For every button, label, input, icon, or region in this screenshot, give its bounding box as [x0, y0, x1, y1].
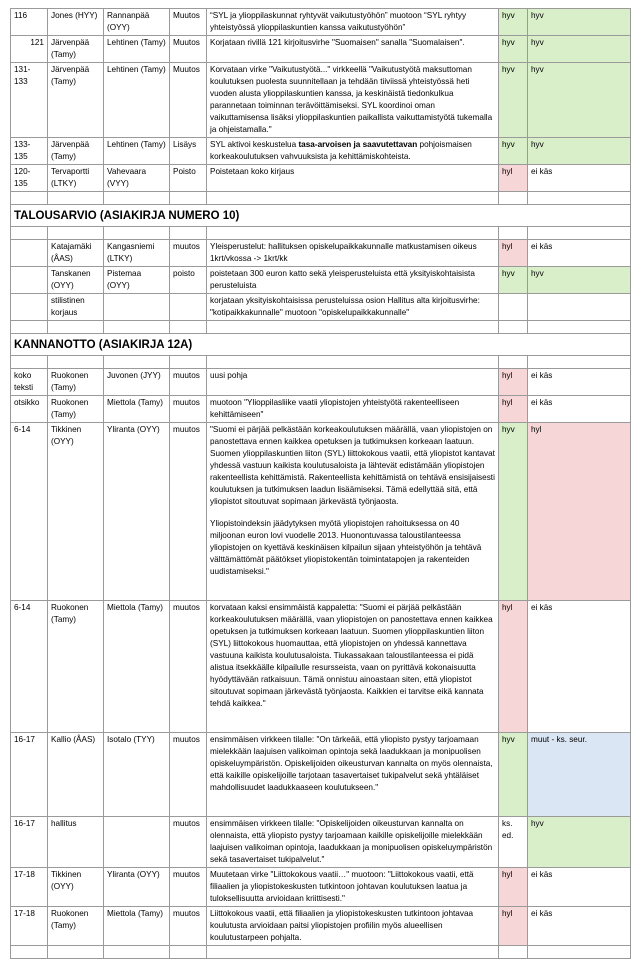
table-row: [11, 601, 631, 733]
board-position-cell: hyv: [499, 138, 528, 165]
amendment-text-cell: [207, 868, 499, 907]
supporter-cell: [104, 817, 170, 868]
table-row: [11, 36, 631, 63]
supporter-cell: Pistemaa (OYY): [104, 267, 170, 294]
amendment-text-cell: [207, 165, 499, 192]
blank-cell: [528, 192, 631, 205]
blank-cell: [528, 356, 631, 369]
blank-cell: [499, 356, 528, 369]
amendment-text-cell: [207, 294, 499, 321]
blank-cell: [499, 946, 528, 959]
amendment-type-cell: poisto: [170, 267, 207, 294]
board-position-cell: hyv: [499, 9, 528, 36]
proposer-cell: Järvenpää (Tamy): [48, 36, 104, 63]
blank-cell: [207, 946, 499, 959]
decision-cell: hyv: [528, 817, 631, 868]
section-heading-row: [11, 205, 631, 227]
blank-cell: [207, 356, 499, 369]
board-position-cell: ks. ed.: [499, 817, 528, 868]
proposer-cell: Ruokonen (Tamy): [48, 601, 104, 733]
blank-row: [11, 356, 631, 369]
board-position-cell: hyv: [499, 733, 528, 817]
supporter-cell: Juvonen (JYY): [104, 369, 170, 396]
text-paragraph: korjataan yksityiskohtaisissa perusteluissa osion Hallitus alta kirjoitusvirhe: "kotipaikkakunnalle" muotoon "opiskelupaikkakunnalle": [210, 296, 480, 317]
blank-row: [11, 227, 631, 240]
supporter-cell: Miettola (Tamy): [104, 396, 170, 423]
amendment-text-cell: [207, 267, 499, 294]
proposer-cell: Järvenpää (Tamy): [48, 138, 104, 165]
blank-cell: [499, 321, 528, 334]
blank-cell: [528, 321, 631, 334]
blank-cell: [104, 192, 170, 205]
table-row: [11, 868, 631, 907]
amendment-text-cell: [207, 733, 499, 817]
line-number-cell: 116: [11, 9, 48, 36]
amendment-text-cell: [207, 817, 499, 868]
text-paragraph: poistetaan 300 euron katto sekä yleisperusteluista että yksityiskohtaisista perusteluista: [210, 269, 475, 290]
decision-cell: ei käs: [528, 165, 631, 192]
text-paragraph: “SYL ja ylioppilaskunnat ryhtyvät vaikutustyöhön” muotoon “SYL ryhtyy yhteistyössä ylioppilaskuntien kanssa vaikutustyöhön”: [210, 11, 467, 32]
line-number-cell: 17-18: [11, 907, 48, 946]
line-number-cell: 17-18: [11, 868, 48, 907]
amendment-type-cell: [170, 294, 207, 321]
text-paragraph: ensimmäisen virkkeen tilalle: "On tärkeää, että yliopisto pystyy tarjoamaan mielekkään laajuisen valikoiman opintoja sekä laadukkaan ja monipuolisen opiskeluympäristön. Opiskelijoiden oikeusturvan kannalta on myös olennaista, että kaikille opiskelijoille tarjotaan tasavertaiset tukipalvelut sekä yhtäläiset mahdollisuudet laadukkaaseen koulutukseen.": [210, 735, 493, 792]
supporter-cell: Lehtinen (Tamy): [104, 63, 170, 138]
supporter-cell: Vahevaara (VYY): [104, 165, 170, 192]
blank-cell: [11, 321, 48, 334]
line-number-cell: 6-14: [11, 601, 48, 733]
table-row: [11, 423, 631, 601]
supporter-cell: Miettola (Tamy): [104, 907, 170, 946]
table-row: [11, 165, 631, 192]
blank-cell: [11, 192, 48, 205]
amendment-text-cell: [207, 907, 499, 946]
amendment-type-cell: muutos: [170, 868, 207, 907]
amendment-type-cell: muutos: [170, 907, 207, 946]
decision-cell: ei käs: [528, 369, 631, 396]
amendments-table: [10, 8, 631, 959]
amendment-text-cell: [207, 423, 499, 601]
text-paragraph: Yleisperustelut: hallituksen opiskelupaikkakunnalle matkustamisen oikeus 1krt/vkossa -> 1krt/kk: [210, 242, 477, 263]
blank-cell: [48, 946, 104, 959]
line-number-cell: otsikko: [11, 396, 48, 423]
blank-cell: [170, 321, 207, 334]
line-number-cell: [11, 294, 48, 321]
blank-row: [11, 946, 631, 959]
supporter-cell: Yliranta (OYY): [104, 423, 170, 601]
decision-cell: hyl: [528, 423, 631, 601]
supporter-cell: Lehtinen (Tamy): [104, 36, 170, 63]
line-number-cell: koko teksti: [11, 369, 48, 396]
text-paragraph: Muutetaan virke "Liittokokous vaatii…" muotoon: "Liittokokous vaatii, että filiaalien ja yliopistokeskusten tutkintoon johtavan koulutuksen laatua ja tuloksellisuutta arvioidaan kriittisesti.": [210, 870, 474, 903]
board-position-cell: hyl: [499, 601, 528, 733]
blank-row: [11, 321, 631, 334]
amendment-text-cell: [207, 9, 499, 36]
section-heading: KANNANOTTO (ASIAKIRJA 12A): [11, 334, 631, 356]
decision-cell: ei käs: [528, 868, 631, 907]
text-paragraph: Poistetaan koko kirjaus: [210, 167, 295, 176]
text-paragraph: "Suomi ei pärjää pelkästään korkeakoulutuksen määrällä, vaan yliopistojen on panostettava ennen kaikkea opetuksen ja tutkimuksen korkeaan laatuun. Suomen ylioppilaskuntien liiton (SYL) liittokokous vaatii, että yliopistot kantavat yhdessä vastuun kaikista koulutusaloista ja lähtevät edistämään yliopistojen rakenteellista kehittämistä. Rakenteellista kehittämistä on tehtävä ensisijaisesti koulutuksen ja tutkimuksen laadun lisäämiseksi. Tämä edellyttää sitä, että yliopistot sitoutuvat sopimaan järkevästä työnjaosta.: [210, 425, 495, 506]
amendment-type-cell: muutos: [170, 733, 207, 817]
amendment-type-cell: muutos: [170, 369, 207, 396]
decision-cell: hyv: [528, 36, 631, 63]
line-number-cell: [11, 267, 48, 294]
table-row: [11, 733, 631, 817]
proposer-cell: Ruokonen (Tamy): [48, 907, 104, 946]
text-part: SYL aktivoi keskustelua: [210, 140, 299, 149]
text-paragraph: Korjataan rivillä 121 kirjoitusvirhe "Suomaisen" sanalla "Suomalaisen".: [210, 38, 465, 47]
line-number-cell: 6-14: [11, 423, 48, 601]
table-row: [11, 396, 631, 423]
table-row: [11, 240, 631, 267]
text-paragraph: Liittokokous vaatii, että filiaalien ja yliopistokeskusten tutkintoon johtavaa koulutusta arvioidaan paitsi yliopistojen profiilin myös alueellisen koulutustarpeen pohjalta.: [210, 909, 474, 942]
amendment-text-cell: [207, 240, 499, 267]
blank-cell: [11, 356, 48, 369]
table-row: [11, 267, 631, 294]
amendment-type-cell: Poisto: [170, 165, 207, 192]
text-paragraph: Yliopistoindeksin jäädytyksen myötä yliopistojen rahoituksessa on 40 miljoonan euron lovi vuodelle 2013. Huonontuvassa taloustilanteessa yliopistojen on kyettävä keskinäisen kilpailun sijaan yhteistyöhön ja tehtävä välttämättömät päätökset yliopistokentän toimintatapojen ja rakenteiden uudistamiseksi.": [210, 519, 482, 576]
table-row: [11, 907, 631, 946]
proposer-cell: Katajamäki (ÅAS): [48, 240, 104, 267]
table-row: [11, 138, 631, 165]
blank-cell: [207, 227, 499, 240]
table-row: [11, 9, 631, 36]
amendment-type-cell: Muutos: [170, 9, 207, 36]
blank-cell: [104, 227, 170, 240]
blank-cell: [104, 321, 170, 334]
board-position-cell: hyl: [499, 165, 528, 192]
blank-row: [11, 192, 631, 205]
proposer-cell: stilistinen korjaus: [48, 294, 104, 321]
blank-cell: [170, 356, 207, 369]
decision-cell: hyv: [528, 138, 631, 165]
amendment-type-cell: muutos: [170, 240, 207, 267]
line-number-cell: 120-135: [11, 165, 48, 192]
blank-cell: [207, 192, 499, 205]
blank-cell: [170, 946, 207, 959]
blank-cell: [528, 227, 631, 240]
blank-cell: [207, 321, 499, 334]
line-number-cell: 133-135: [11, 138, 48, 165]
board-position-cell: hyl: [499, 369, 528, 396]
supporter-cell: Yliranta (OYY): [104, 868, 170, 907]
amendment-type-cell: Muutos: [170, 36, 207, 63]
decision-cell: ei käs: [528, 907, 631, 946]
table-row: [11, 63, 631, 138]
line-number-cell: 121: [11, 36, 48, 63]
section-heading: TALOUSARVIO (ASIAKIRJA NUMERO 10): [11, 205, 631, 227]
amendment-text-cell: [207, 36, 499, 63]
line-number-cell: 16-17: [11, 733, 48, 817]
decision-cell: [528, 294, 631, 321]
amendment-text-cell: [207, 138, 499, 165]
amendment-type-cell: Muutos: [170, 63, 207, 138]
line-number-cell: 131-133: [11, 63, 48, 138]
decision-cell: hyv: [528, 267, 631, 294]
blank-cell: [11, 946, 48, 959]
blank-cell: [11, 227, 48, 240]
proposer-cell: Tikkinen (OYY): [48, 868, 104, 907]
document-page: [10, 8, 630, 959]
decision-cell: ei käs: [528, 240, 631, 267]
blank-cell: [48, 321, 104, 334]
decision-cell: hyv: [528, 63, 631, 138]
supporter-cell: Rannanpää (OYY): [104, 9, 170, 36]
blank-cell: [104, 946, 170, 959]
text-emphasis: tasa-arvoisen ja saavutettavan: [298, 140, 418, 149]
amendment-text-cell: [207, 369, 499, 396]
board-position-cell: [499, 294, 528, 321]
amendment-type-cell: muutos: [170, 423, 207, 601]
supporter-cell: Miettola (Tamy): [104, 601, 170, 733]
supporter-cell: Lehtinen (Tamy): [104, 138, 170, 165]
amendment-text-cell: [207, 601, 499, 733]
line-number-cell: 16-17: [11, 817, 48, 868]
amendment-text-cell: [207, 63, 499, 138]
blank-cell: [48, 192, 104, 205]
proposer-cell: Kallio (ÅAS): [48, 733, 104, 817]
amendment-type-cell: Lisäys: [170, 138, 207, 165]
board-position-cell: hyl: [499, 396, 528, 423]
amendment-type-cell: muutos: [170, 396, 207, 423]
proposer-cell: Tervaportti (LTKY): [48, 165, 104, 192]
blank-cell: [170, 192, 207, 205]
blank-cell: [499, 227, 528, 240]
supporter-cell: [104, 294, 170, 321]
board-position-cell: hyl: [499, 240, 528, 267]
text-paragraph: Korvataan virke "Vaikutustyötä..." virkkeellä "Vaikutustyötä maksuttoman koulutuksen puolesta suunnitellaan ja tehdään tiiviissä yhteistyössä heti vuoden alusta ylioppilaskuntien kanssa, ja keskinäistä tiedonkulkua parannetaan toiminnan terävöittämiseksi. SYL koordinoi oman vaikuttamisensa lisäksi ylioppilaskuntien paikallista vaikuttamistyötä tukemalla ja ohjeistamalla.": [210, 65, 493, 134]
proposer-cell: hallitus: [48, 817, 104, 868]
text-paragraph: muotoon "Ylioppilasliike vaatii yliopistojen yhteistyötä rakenteelliseen kehittämiseen": [210, 398, 460, 419]
board-position-cell: hyl: [499, 868, 528, 907]
line-number-cell: [11, 240, 48, 267]
board-position-cell: hyl: [499, 907, 528, 946]
text-paragraph: korvataan kaksi ensimmäistä kappaletta: "Suomi ei pärjää pelkästään korkeakoulutuksen määrällä, vaan yliopistojen on panostettava ennen kaikkea opetuksen ja tutkimuksen korkeaan laatuun. Suomen ylioppilaskuntien liiton (SYL) liittokokous huomauttaa, että yliopistojen on yhdessä kannettava vastuuna kaikista koulutusaloista. Tiukassakaan taloustilanteessa ei pidä alistua itsekkäälle kilpailulle resursseista, vaan on pyrittävä kokonaisuutta hyödyttävään ratkaisuun. Tämä onnistuu ainoastaan siten, että yliopistot sitoutuvat sopimaan järkevästä työnjaosta. Kaikkien ei tarvitse eikä kannata tehdä kaikkea.": [210, 603, 493, 708]
text-paragraph: uusi pohja: [210, 371, 248, 380]
text-paragraph: ensimmäisen virkkeen tilalle: "Opiskelijoiden oikeusturvan kannalta on olennaista, että yliopisto pystyy tarjoamaan kaikille opiskelijoille mielekkään laajuisen valikoiman opintoja, laadukkaan ja monipuolisen opiskeluympäristön sekä tasavertaiset tukipalvelut.": [210, 819, 493, 864]
decision-cell: ei käs: [528, 601, 631, 733]
supporter-cell: Kangasniemi (LTKY): [104, 240, 170, 267]
supporter-cell: Isotalo (TYY): [104, 733, 170, 817]
decision-cell: ei käs: [528, 396, 631, 423]
amendment-type-cell: muutos: [170, 817, 207, 868]
table-row: [11, 817, 631, 868]
table-row: [11, 294, 631, 321]
blank-cell: [528, 946, 631, 959]
decision-cell: muut - ks. seur.: [528, 733, 631, 817]
board-position-cell: hyv: [499, 423, 528, 601]
blank-cell: [48, 356, 104, 369]
blank-cell: [104, 356, 170, 369]
board-position-cell: hyv: [499, 63, 528, 138]
blank-cell: [48, 227, 104, 240]
proposer-cell: Tanskanen (OYY): [48, 267, 104, 294]
amendment-text-cell: [207, 396, 499, 423]
board-position-cell: hyv: [499, 36, 528, 63]
proposer-cell: Ruokonen (Tamy): [48, 369, 104, 396]
section-heading-row: [11, 334, 631, 356]
board-position-cell: hyv: [499, 267, 528, 294]
table-row: [11, 369, 631, 396]
decision-cell: hyv: [528, 9, 631, 36]
blank-cell: [170, 227, 207, 240]
proposer-cell: Jones (HYY): [48, 9, 104, 36]
proposer-cell: Ruokonen (Tamy): [48, 396, 104, 423]
proposer-cell: Tikkinen (OYY): [48, 423, 104, 601]
text-part: pohjoismaisen korkeakoulutuksen vahvuuksista ja kehittämiskohteista.: [210, 140, 472, 161]
amendment-type-cell: muutos: [170, 601, 207, 733]
proposer-cell: Järvenpää (Tamy): [48, 63, 104, 138]
blank-cell: [499, 192, 528, 205]
